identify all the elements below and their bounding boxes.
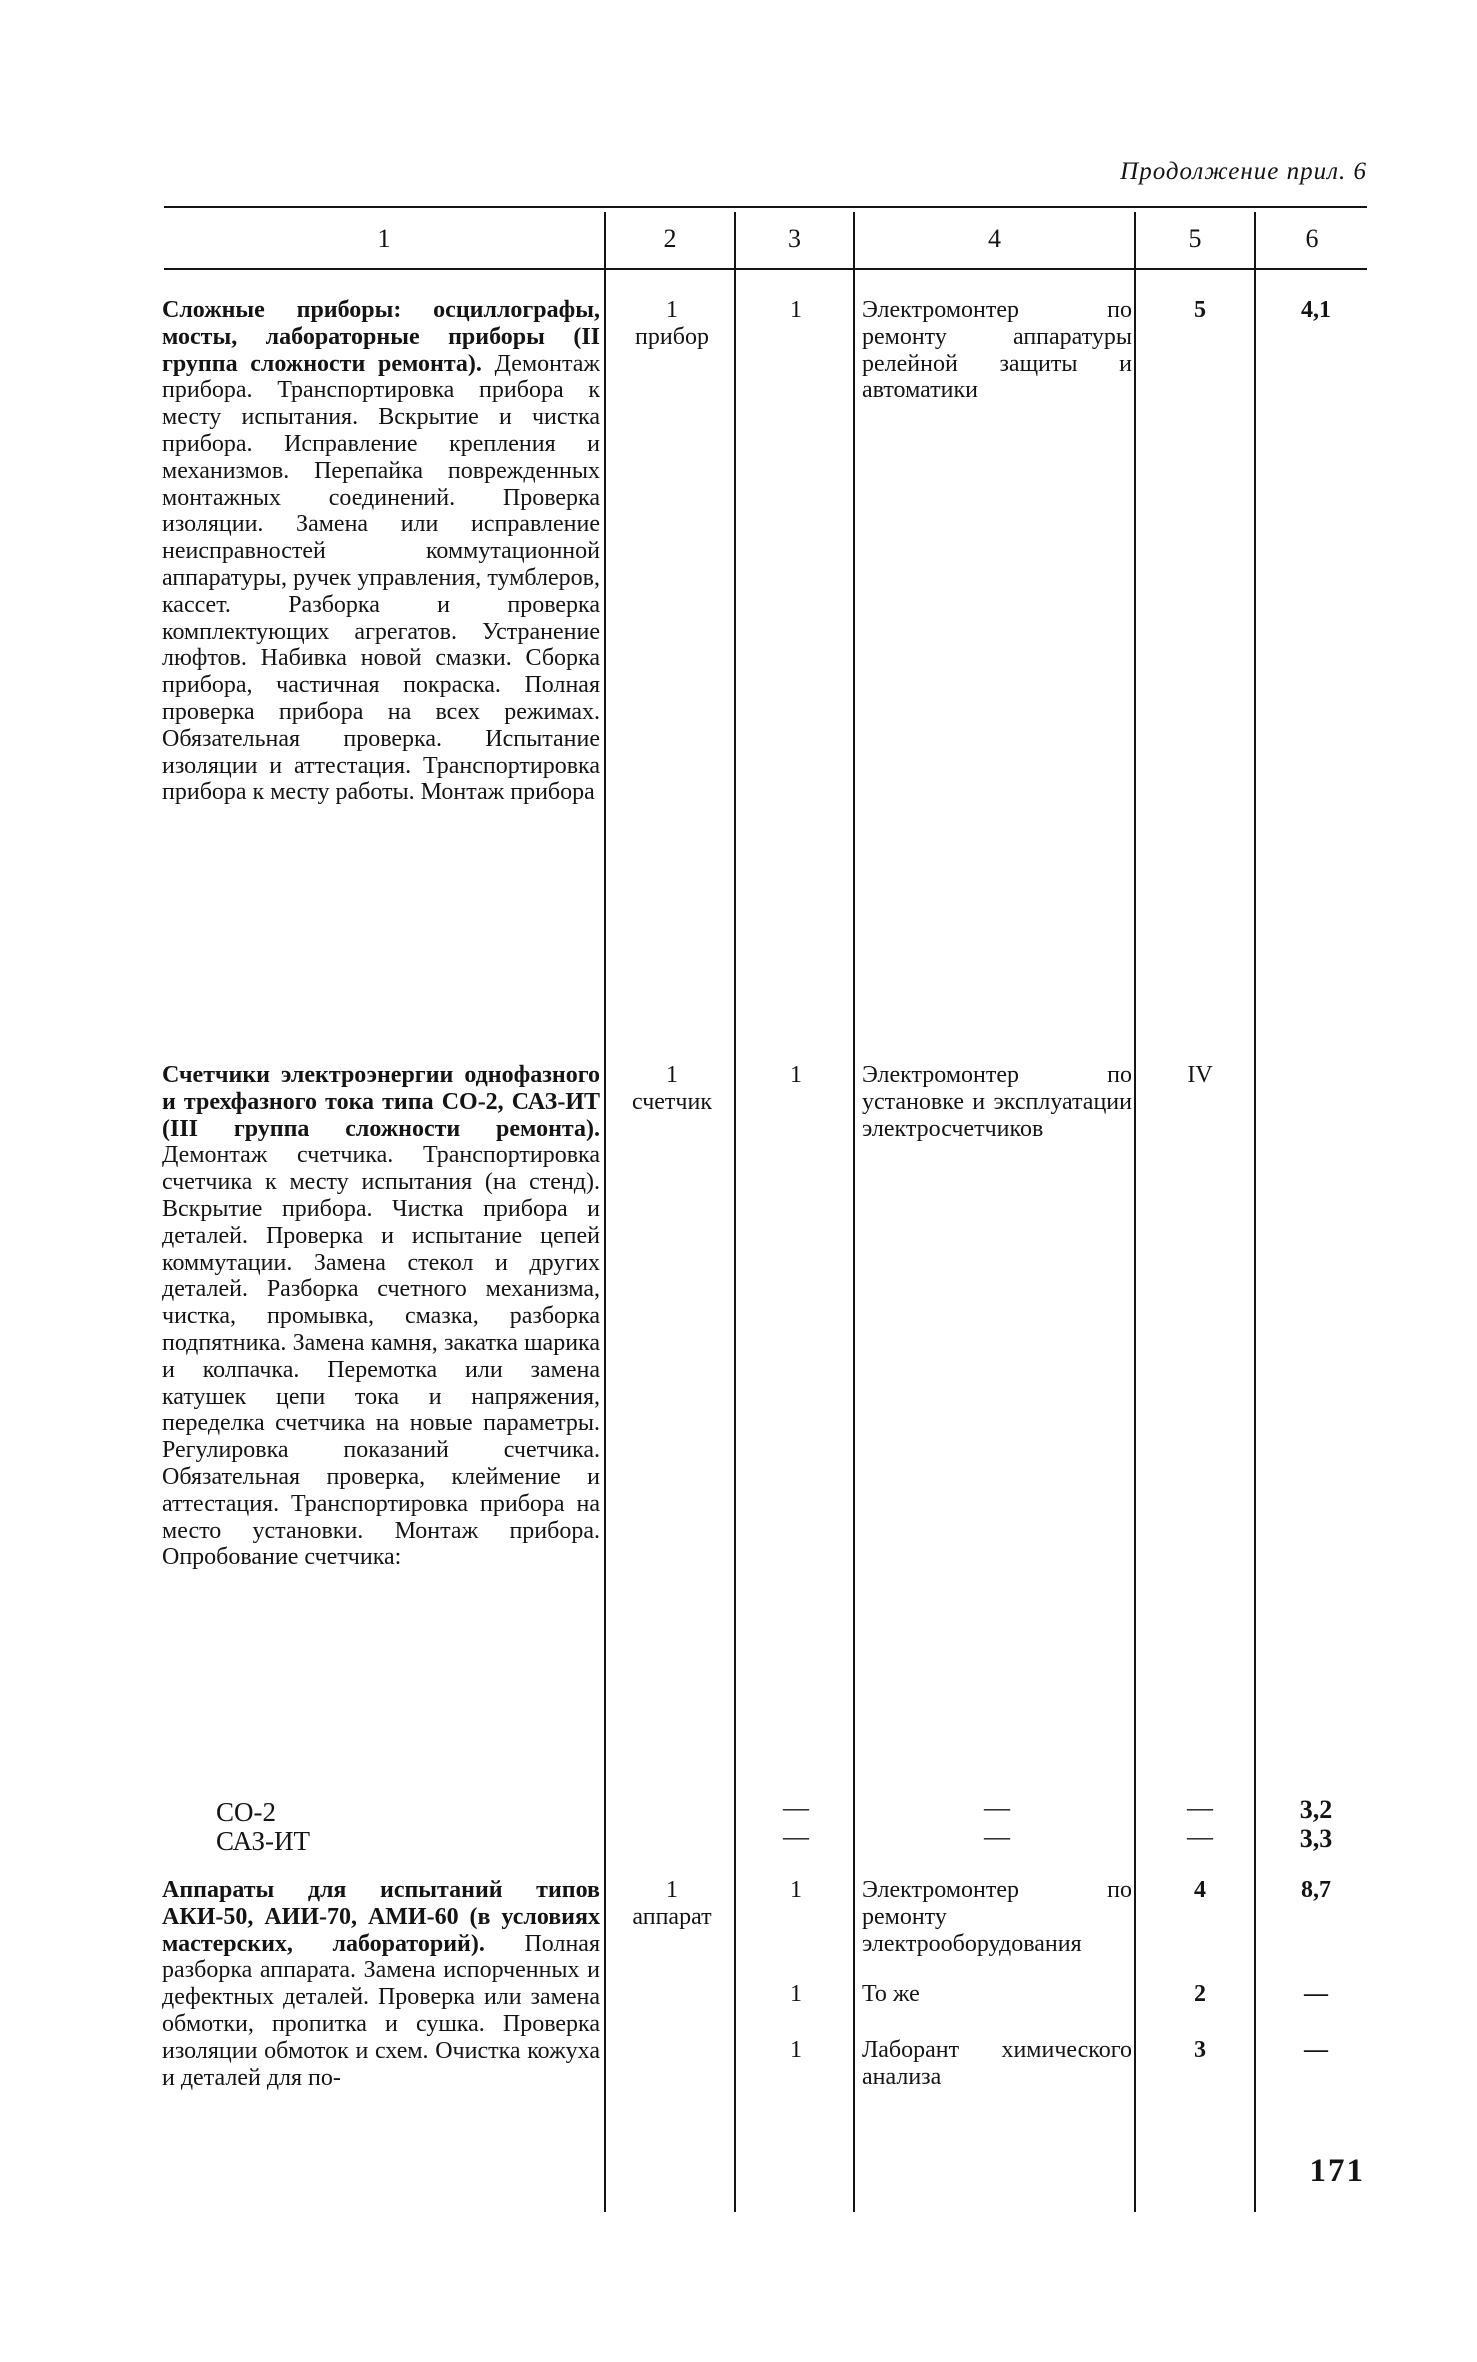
row-3-text: Полная разборка аппарата. Замена испорченных и дефектных деталей. Проверка или замена обмотки, пропитка и сушка. Проверка изоляции обмоток и схем. Очистка кожуха и деталей для по- (162, 1930, 600, 2091)
subitem-saz-grade: — (1187, 1822, 1213, 1851)
row-2-worker: Электромонтер по установке и эксплуатации электросчетчиков (862, 1062, 1132, 1142)
row-2-text: Демонтаж счетчика. Транспортировка счетчика к месту испытания (на стенд). Вскрытие прибора. Чистка прибора и деталей. Проверка и испытание цепей коммутации. Замена стекол и других деталей. Разборка счетного механизма, чистка, промывка, смазка, разборка подпятника. Замена камня, закатка шарика и колпачка. Перемотка или замена катушек цепи тока и напряжения, переделка счетчика на новые параметры. Регулировка показаний счетчика. Обязательная проверка, клеймение и аттестация. Транспортировка прибора на место установки. Монтаж прибора. Опробование счетчика: (162, 1142, 600, 1571)
table-top-rule (164, 206, 1367, 208)
continuation-header: Продолжение прил. 6 (1120, 158, 1367, 185)
subitem-co2-label: СО-2 (216, 1797, 276, 1827)
column-divider-3 (853, 212, 855, 2212)
row-3-worker-1: Электромонтер по ремонту электрооборудования (862, 1877, 1132, 1957)
row-3-unit: 1 аппарат (632, 1877, 712, 1930)
subitem-saz-worker: — (984, 1822, 1010, 1851)
row-2-unit: 1 счетчик (632, 1062, 712, 1115)
table-header-rule (164, 268, 1367, 270)
column-header-6: 6 (1305, 224, 1319, 253)
row-2-title: Счетчики электроэнергии однофазного и трехфазного тока типа СО-2, САЗ-ИТ (III группа сложности ремонта). (162, 1062, 600, 1142)
subitem-saz-norm: 3,3 (1299, 1824, 1333, 1853)
row-3-worker-2-grade: 2 (1194, 1981, 1206, 2007)
column-divider-1 (604, 212, 606, 2212)
column-divider-2 (734, 212, 736, 2212)
column-header-4: 4 (988, 224, 1001, 253)
row-3-worker-2-norm: — (1304, 1981, 1328, 2007)
table-row-3-description (162, 1877, 600, 2091)
row-1-title: Сложные приборы: осциллографы, мосты, лабораторные приборы (II группа сложности ремонта). (162, 297, 600, 377)
row-2-qty: 1 (790, 1062, 802, 1088)
subitem-co2-grade: — (1187, 1793, 1213, 1822)
column-divider-5 (1254, 212, 1256, 2212)
row-1-norm: 4,1 (1301, 297, 1331, 323)
subitem-saz-label: САЗ-ИТ (216, 1826, 310, 1856)
column-header-1: 1 (377, 224, 391, 253)
subitem-co2-norm: 3,2 (1299, 1795, 1333, 1824)
column-header-2: 2 (663, 224, 677, 253)
row-1-grade: 5 (1194, 297, 1206, 323)
row-1-qty: 1 (790, 297, 802, 323)
row-3-worker-1-grade: 4 (1194, 1877, 1206, 1903)
table-row-2-description (162, 1062, 600, 1571)
table-row-1-description (162, 297, 600, 806)
subitem-co2-qty: — (783, 1793, 809, 1822)
row-1-unit: 1 прибор (635, 297, 709, 350)
row-3-title: Аппараты для испытаний типов АКИ-50, АИИ-70, АМИ-60 (в условиях мастерских, лабораторий). (162, 1877, 600, 1957)
column-divider-4 (1134, 212, 1136, 2212)
row-3-worker-3-norm: — (1304, 2037, 1328, 2063)
subitem-co2-worker: — (984, 1793, 1010, 1822)
column-header-3: 3 (788, 224, 801, 253)
row-2-grade: IV (1187, 1062, 1213, 1088)
column-header-5: 5 (1188, 224, 1202, 253)
row-3-worker-2-qty: 1 (790, 1981, 802, 2007)
row-3-worker-3: Лаборант химического анализа (862, 2037, 1132, 2090)
subitem-saz-qty: — (783, 1822, 809, 1851)
row-3-worker-3-qty: 1 (790, 2037, 802, 2063)
row-1-worker: Электромонтер по ремонту аппаратуры релейной защиты и автоматики (862, 297, 1132, 404)
row-3-worker-3-grade: 3 (1194, 2037, 1206, 2063)
row-1-text: Демонтаж прибора. Транспортировка прибора к месту испытания. Вскрытие и чистка прибора. Исправление крепления и механизмов. Перепайка поврежденных монтажных соединений. Проверка изоляции. Замена или исправление неисправностей коммутационной аппаратуры, ручек управления, тумблеров, кассет. Разборка и проверка комплектующих агрегатов. Устранение люфтов. Набивка новой смазки. Сборка прибора, частичная покраска. Полная проверка прибора на всех режимах. Обязательная проверка. Испытание изоляции и аттестация. Транспортировка прибора к месту работы. Монтаж прибора (162, 350, 601, 806)
row-3-worker-2: То же (862, 1981, 920, 2007)
row-3-worker-1-norm: 8,7 (1301, 1877, 1331, 1903)
row-3-worker-1-qty: 1 (790, 1877, 802, 1903)
page-number: 171 (1309, 2153, 1365, 2189)
